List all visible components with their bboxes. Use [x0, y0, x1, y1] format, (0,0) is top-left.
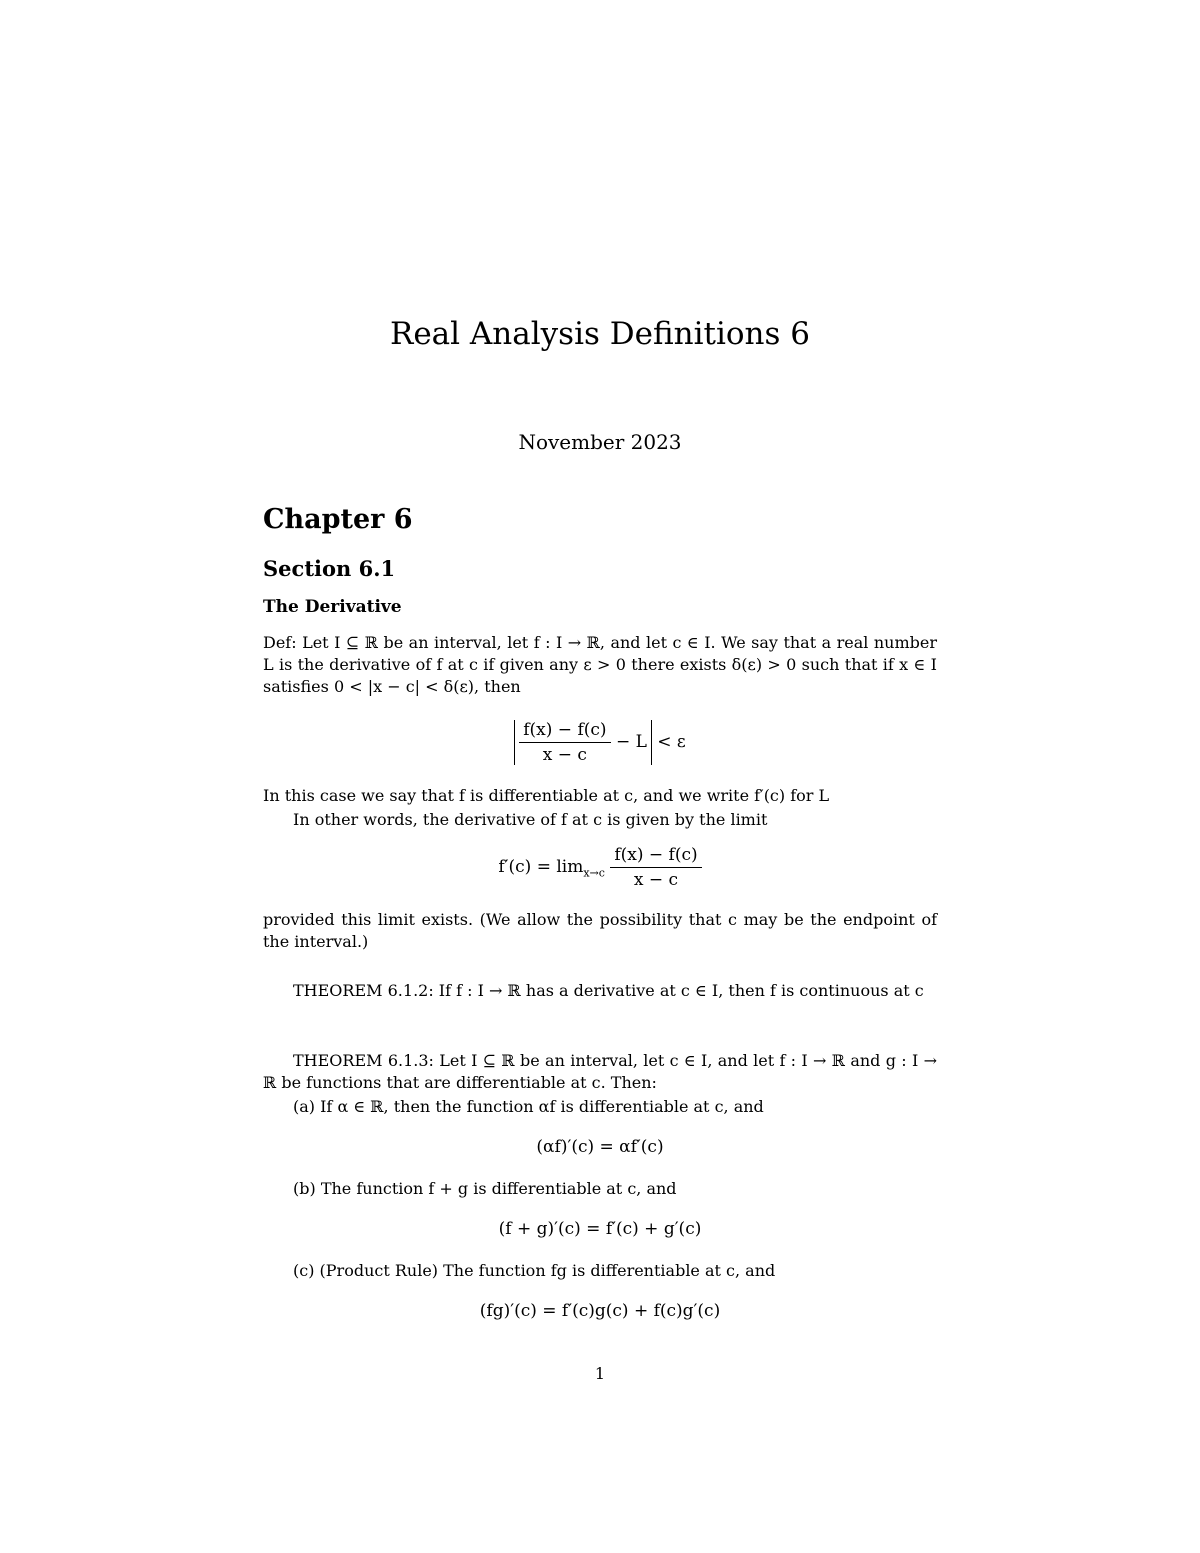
- theorem-item-a: (a) If α ∈ ℝ, then the function αf is differentiable at c, and: [293, 1097, 764, 1116]
- provided-paragraph: provided this limit exists. (We allow the possibility that c may be the endpoint of the interval.): [263, 910, 937, 951]
- document-date: November 2023: [518, 430, 682, 454]
- chapter-heading: Chapter 6: [263, 504, 413, 535]
- fraction-denominator: x − c: [542, 745, 587, 765]
- limit-subscript: x→c: [583, 866, 605, 880]
- limit-numerator: f(x) − f(c): [610, 845, 701, 868]
- other-words-paragraph: In other words, the derivative of f at c is given by the limit: [293, 810, 768, 829]
- theorem-6-1-3: THEOREM 6.1.3: Let I ⊆ ℝ be an interval, let c ∈ I, and let f : I → ℝ and g : I → ℝ be functions that are differentiable at c. Then:: [263, 1051, 937, 1092]
- derivative-inequality: [0, 720, 1200, 765]
- differentiable-paragraph: In this case we say that f is differentiable at c, and we write f′(c) for L: [263, 786, 830, 805]
- document-title: Real Analysis Definitions 6: [389, 316, 811, 352]
- limit-left-side: f′(c) = lim: [498, 857, 584, 877]
- subsection-heading: The Derivative: [263, 597, 402, 617]
- equation-b: (f + g)′(c) = f′(c) + g′(c): [498, 1219, 702, 1239]
- theorem-item-b: (b) The function f + g is differentiable at c, and: [293, 1179, 677, 1198]
- page-number: 1: [594, 1364, 606, 1383]
- absolute-value-expression: [514, 720, 652, 765]
- theorem-item-c: (c) (Product Rule) The function fg is differentiable at c, and: [293, 1261, 776, 1280]
- minus-limit-term: − L: [615, 732, 647, 752]
- definition-paragraph: Def: Let I ⊆ ℝ be an interval, let f : I → ℝ, and let c ∈ I. We say that a real number L is the derivative of f at c if given any ε > 0 there exists δ(ε) > 0 such that if x ∈ I satisfies 0 < |x − c| < δ(ε), then: [263, 633, 937, 696]
- inequality-right: < ε: [657, 732, 686, 752]
- theorem-6-1-2: THEOREM 6.1.2: If f : I → ℝ has a derivative at c ∈ I, then f is continuous at c: [293, 981, 924, 1000]
- fraction-numerator: f(x) − f(c): [519, 720, 610, 743]
- section-heading: Section 6.1: [263, 556, 396, 581]
- difference-quotient: [519, 720, 610, 765]
- equation-a: (αf)′(c) = αf′(c): [536, 1137, 664, 1157]
- limit-difference-quotient: [610, 845, 701, 890]
- limit-definition-equation: [0, 845, 1200, 890]
- equation-c: (fg)′(c) = f′(c)g(c) + f(c)g′(c): [479, 1301, 721, 1321]
- limit-denominator: x − c: [633, 870, 679, 890]
